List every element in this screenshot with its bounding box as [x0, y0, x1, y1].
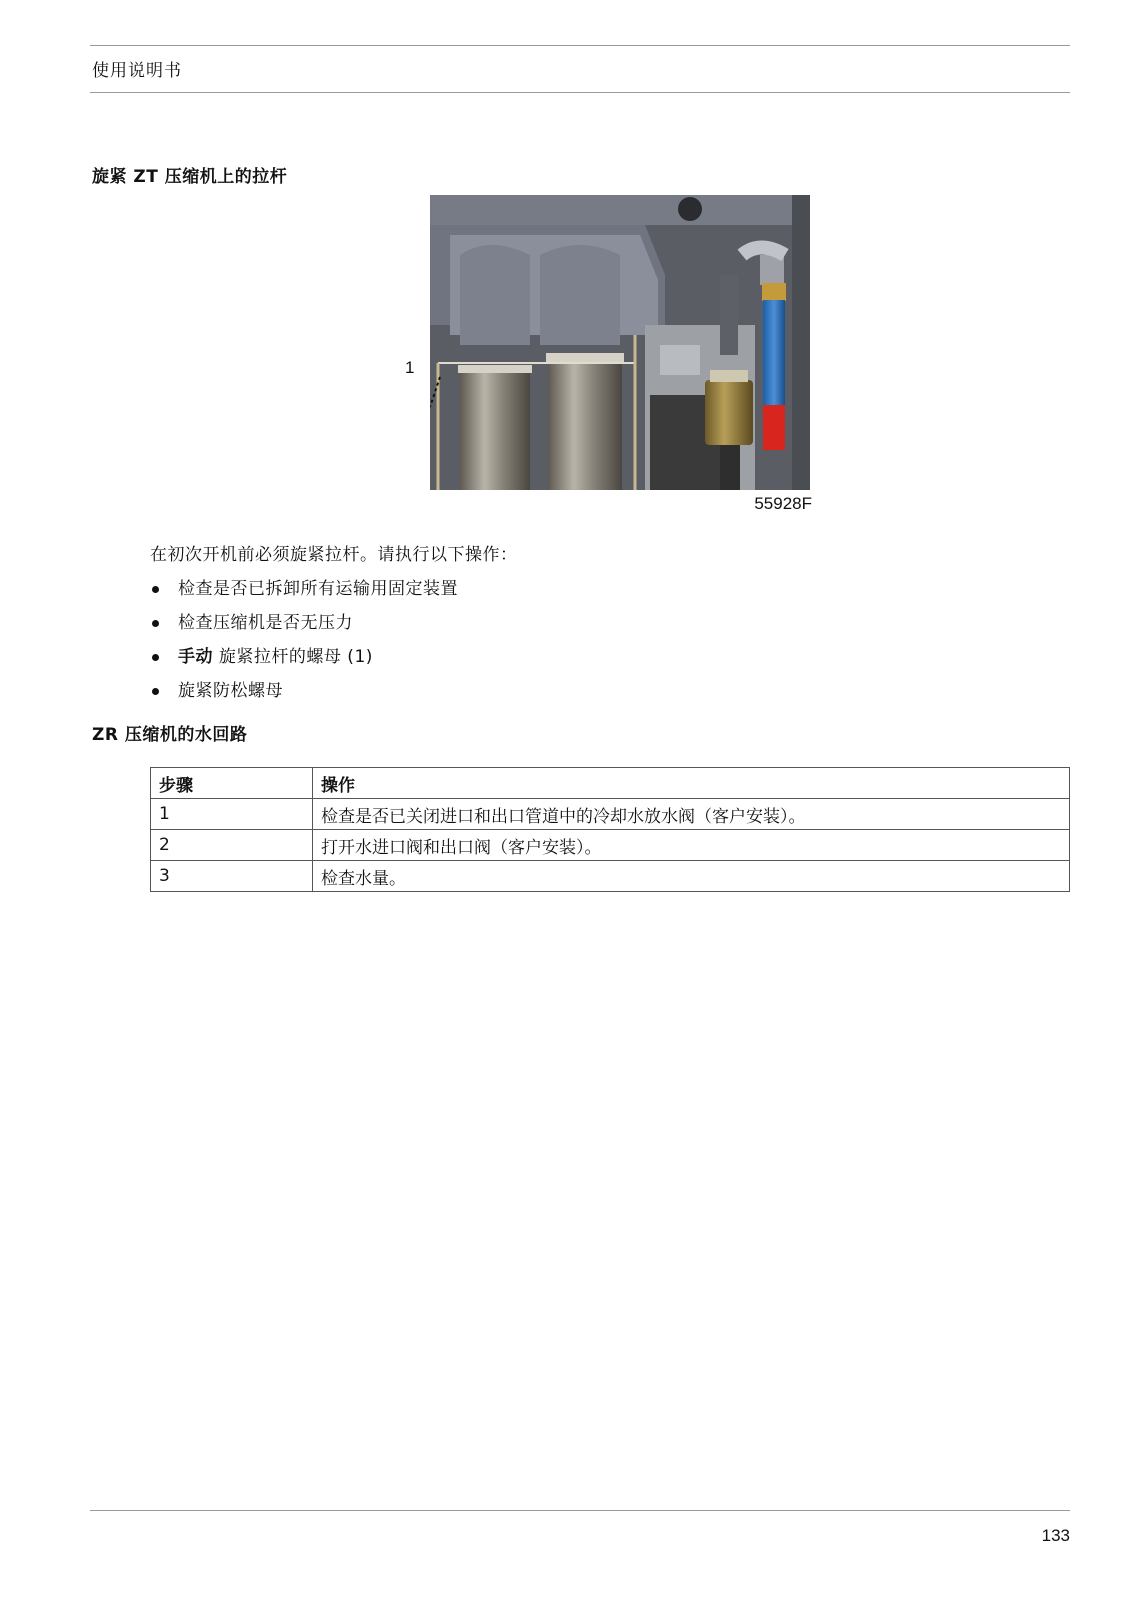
table-row — [151, 799, 1070, 830]
table-header-row — [151, 768, 1070, 799]
list-item: 检查压缩机是否无压力 — [150, 606, 458, 640]
figure-code: 55928F — [754, 494, 812, 513]
step-cell: 3 — [151, 861, 313, 892]
document-title: 使用说明书 — [92, 61, 182, 81]
list-item: 旋紧防松螺母 — [150, 674, 458, 708]
header-rule-top — [90, 45, 1070, 46]
table-row — [151, 830, 1070, 861]
section-heading-zt: 旋紧 ZT 压缩机上的拉杆 — [92, 167, 288, 187]
table-row — [151, 861, 1070, 892]
bullet-icon — [152, 620, 159, 627]
list-item: 检查是否已拆卸所有运输用固定装置 — [150, 572, 458, 606]
step-cell: 2 — [151, 830, 313, 861]
step-cell: 1 — [151, 799, 313, 830]
water-circuit-table — [150, 767, 1070, 892]
footer-rule — [90, 1510, 1070, 1511]
tie-rod-photo — [430, 195, 810, 490]
bullet-icon — [152, 654, 159, 661]
compressor-illustration — [430, 195, 810, 490]
bullet-icon — [152, 586, 159, 593]
section-heading-zr: ZR 压缩机的水回路 — [92, 725, 248, 745]
column-header-step: 步骤 — [151, 768, 313, 799]
action-cell: 检查是否已关闭进口和出口管道中的冷却水放水阀（客户安装）。 — [313, 799, 1070, 830]
action-cell: 检查水量。 — [313, 861, 1070, 892]
action-cell: 打开水进口阀和出口阀（客户安装）。 — [313, 830, 1070, 861]
bullet-icon — [152, 688, 159, 695]
list-item: 手动 旋紧拉杆的螺母 (1) — [150, 640, 458, 674]
intro-paragraph: 在初次开机前必须旋紧拉杆。请执行以下操作： — [150, 545, 518, 565]
procedure-list — [150, 572, 458, 708]
column-header-action: 操作 — [313, 768, 1070, 799]
figure-callout-1: 1 — [405, 358, 415, 377]
page-number: 133 — [1041, 1526, 1070, 1545]
header-rule-bottom — [90, 92, 1070, 93]
